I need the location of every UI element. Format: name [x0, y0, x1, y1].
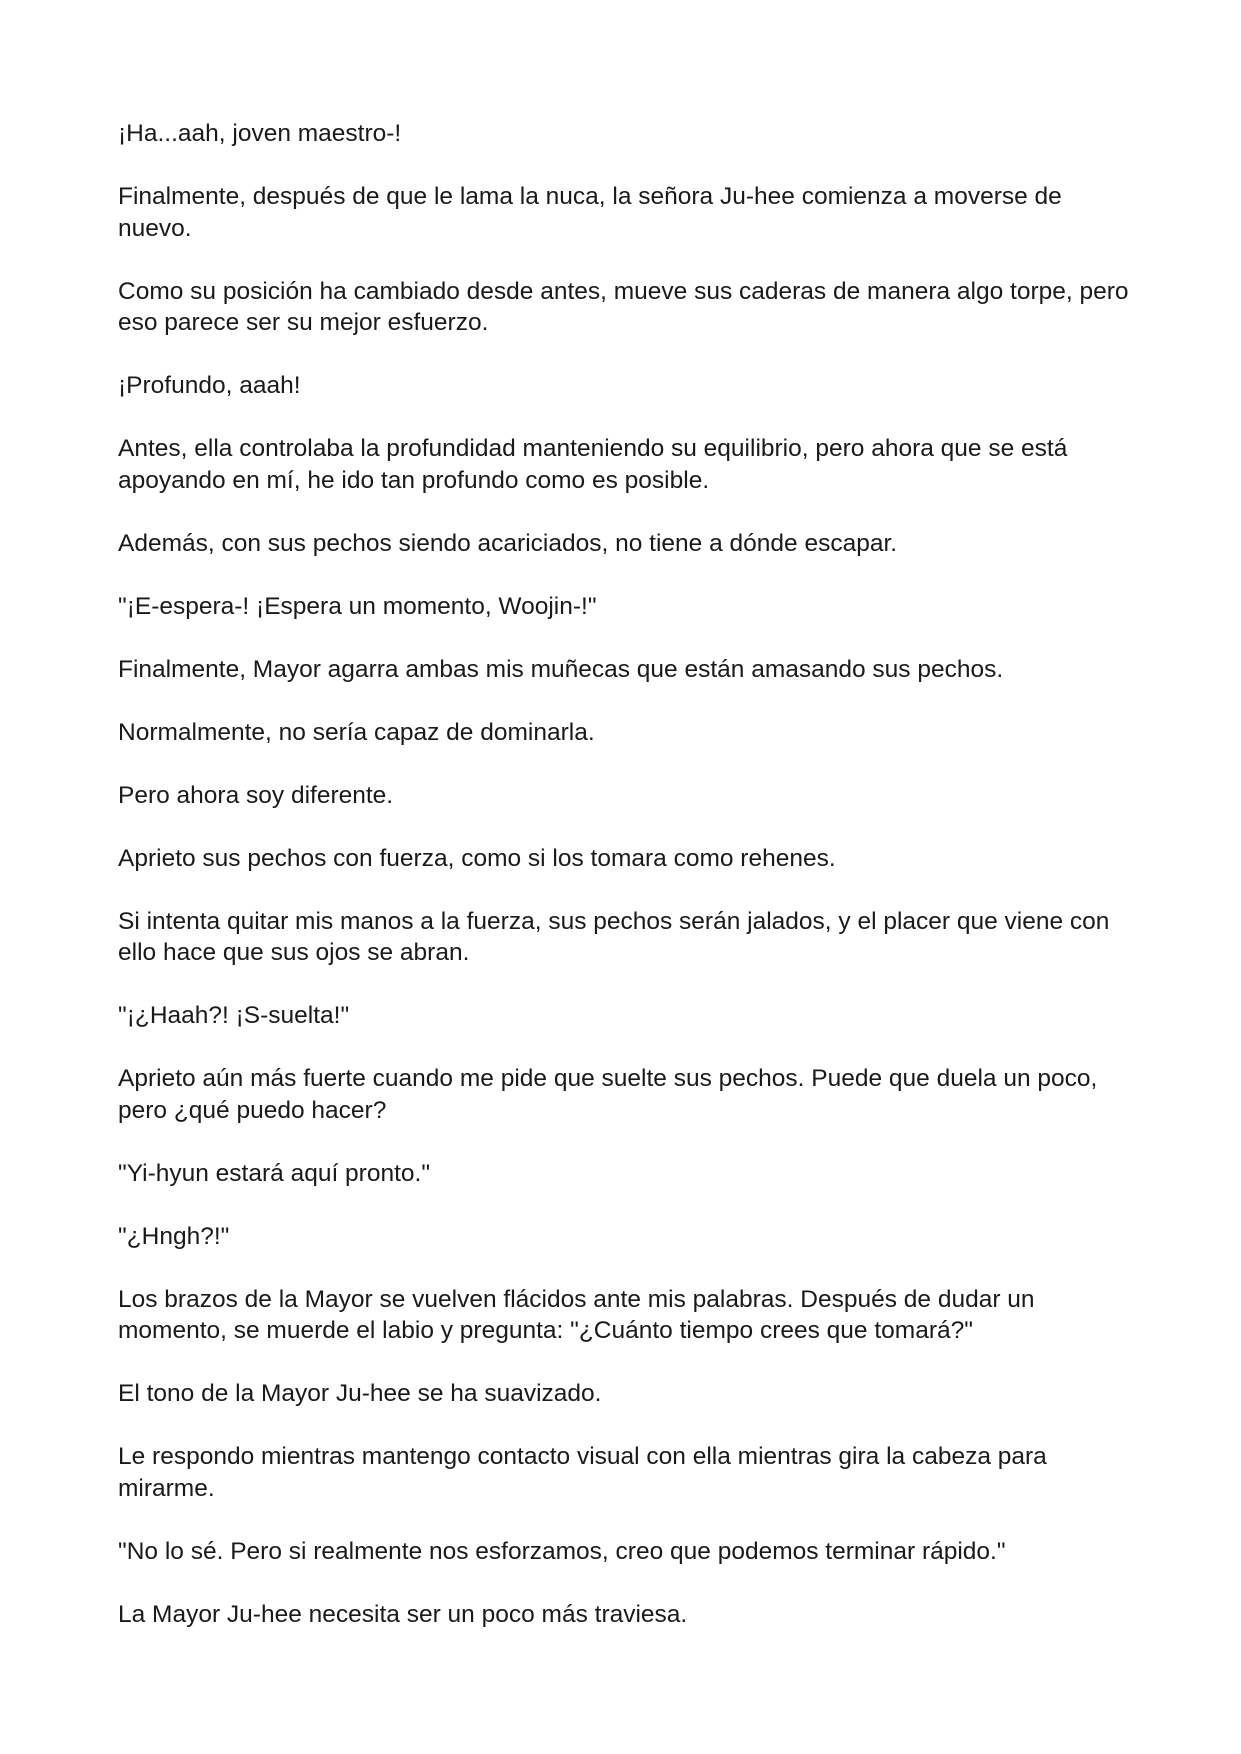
paragraph: "No lo sé. Pero si realmente nos esforzamos, creo que podemos terminar rápido." — [118, 1537, 1006, 1565]
paragraph: ¡Ha...aah, joven maestro-! — [118, 120, 402, 147]
paragraph: Pero ahora soy diferente. — [118, 781, 394, 809]
paragraph: El tono de la Mayor Ju-hee se ha suavizado. — [118, 1380, 602, 1407]
paragraph: Antes, ella controlaba la profundidad manteniendo su equilibrio, pero ahora que se está apoyando en mí, he ido tan profundo como es posible. — [118, 435, 1068, 494]
paragraph: Como su posición ha cambiado desde antes, mueve sus caderas de manera algo torpe, pero eso parece ser su mejor esfuerzo. — [118, 277, 1129, 336]
paragraph: "Yi-hyun estará aquí pronto." — [118, 1159, 431, 1187]
paragraph: "¿Hngh?!" — [118, 1222, 230, 1250]
paragraph: Finalmente, después de que le lama la nuca, la señora Ju-hee comienza a moverse de nuevo. — [118, 183, 1062, 242]
paragraph: Aprieto aún más fuerte cuando me pide que suelte sus pechos. Puede que duela un poco, pero ¿qué puedo hacer? — [118, 1065, 1098, 1124]
paragraph: ¡Profundo, aaah! — [118, 372, 301, 399]
paragraph: Le respondo mientras mantengo contacto visual con ella mientras gira la cabeza para mirarme. — [118, 1443, 1047, 1502]
paragraph: "¡¿Haah?! ¡S-suelta!" — [118, 1002, 350, 1029]
paragraph: Finalmente, Mayor agarra ambas mis muñecas que están amasando sus pechos. — [118, 655, 1004, 683]
paragraph: Aprieto sus pechos con fuerza, como si los tomara como rehenes. — [118, 844, 836, 872]
paragraph: Normalmente, no sería capaz de dominarla. — [118, 718, 595, 746]
paragraph: La Mayor Ju-hee necesita ser un poco más traviesa. — [118, 1600, 688, 1628]
paragraph: Los brazos de la Mayor se vuelven flácidos ante mis palabras. Después de dudar un momento, se muerde el labio y pregunta: "¿Cuánto tiempo crees que tomará?" — [118, 1285, 1035, 1344]
document-body — [118, 118, 1138, 1662]
paragraph: Además, con sus pechos siendo acariciados, no tiene a dónde escapar. — [118, 529, 898, 557]
paragraph: Si intenta quitar mis manos a la fuerza, sus pechos serán jalados, y el placer que viene con ello hace que sus ojos se abran. — [118, 907, 1110, 966]
paragraph: "¡E-espera-! ¡Espera un momento, Woojin-!" — [118, 592, 597, 620]
